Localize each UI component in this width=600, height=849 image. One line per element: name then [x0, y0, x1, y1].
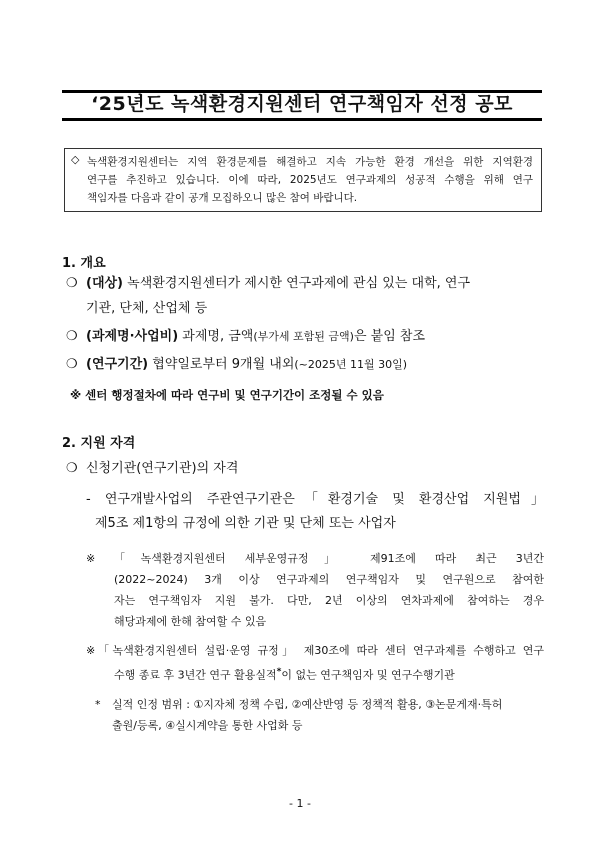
admin-note: ※ 센터 행정절차에 따라 연구비 및 연구기간이 조정될 수 있음 [70, 388, 384, 402]
page-title: ‘25년도 녹색환경지원센터 연구책임자 선정 공모 [91, 93, 513, 115]
target-label: (대상) [86, 276, 123, 291]
intro-box [64, 148, 542, 212]
intro-line-3: 책임자를 다음과 같이 공개 모집하오니 많은 참여 바랍니다. [87, 192, 358, 204]
budget-text-end: 은 붙임 참조 [353, 329, 426, 344]
circle-bullet-icon: ❍ [66, 357, 78, 372]
ref1-line-1: 「녹색환경지원센터 세부운영규정」 제91조에 따라 최근 3년간 [114, 552, 544, 565]
footnote-star: * [276, 666, 282, 677]
reference-note-1 [114, 548, 544, 632]
overview-item-period [66, 354, 407, 376]
footnote-line-2: 출원/등록, ④실시계약을 통한 사업화 등 [112, 719, 303, 732]
section-1-heading: 1. 개요 [62, 256, 106, 271]
period-label: (연구기간) [86, 357, 149, 372]
circle-bullet-icon: ❍ [66, 329, 78, 344]
reference-note-2 [98, 640, 544, 686]
page-number: - 1 - [289, 797, 311, 810]
intro-line-1: 녹색환경지원센터는 지역 환경문제를 해결하고 지속 가능한 환경 개선을 위한 지역환경 [87, 156, 533, 168]
eligibility-dash-line-1: - 연구개발사업의 주관연구기관은「환경기술 및 환경산업 지원법」 [86, 492, 544, 507]
reference-mark-2: ※ [86, 644, 96, 657]
ref1-line-4: 해당과제에 한해 참여할 수 있음 [114, 615, 267, 628]
intro-text [87, 153, 533, 207]
period-text: 협약일로부터 9개월 내외 [148, 357, 295, 372]
budget-label: (과제명·사업비) [86, 329, 179, 344]
budget-vat-note: (부가세 포함된 금액) [253, 330, 354, 343]
eligibility-item [66, 458, 238, 480]
overview-item-budget [66, 326, 425, 348]
reference-mark-1: ※ [86, 552, 96, 565]
circle-bullet-icon: ❍ [66, 276, 78, 291]
target-continuation: 기관, 단체, 산업체 등 [86, 301, 208, 316]
footnote-line-1: 실적 인정 범위 : ①지자체 정책 수립, ②예산반영 등 정책적 활용, ③논문게재·특허 [112, 698, 503, 711]
ref1-line-3: 자는 연구책임자 지원 불가. 다만, 2년 이상의 연차과제에 참여하는 경우 [114, 594, 544, 607]
ref1-line-2: (2022~2024) 3개 이상 연구과제의 연구책임자 및 연구원으로 참여한 [114, 573, 544, 586]
ref2-line-2-start: 수행 종료 후 3년간 연구 활용실적 [114, 668, 277, 682]
overview-item-target [66, 273, 544, 295]
diamond-icon: ◇ [71, 153, 80, 166]
eligibility-dash-line-2: 제5조 제1항의 규정에 의한 기관 및 단체 또는 사업자 [95, 516, 396, 531]
ref2-line-2-end: 이 없는 연구책임자 및 연구수행기관 [281, 668, 455, 682]
period-end-date: (~2025년 11월 30일) [294, 358, 408, 371]
footnote-mark: * [95, 698, 101, 711]
target-text: 녹색환경지원센터가 제시한 연구과제에 관심 있는 대학, 연구 [123, 276, 471, 291]
budget-text: 과제명, 금액 [178, 329, 254, 344]
ref2-line-2 [98, 661, 544, 686]
footnote [112, 694, 544, 736]
circle-bullet-icon: ❍ [66, 461, 78, 476]
title-block [62, 90, 542, 126]
section-2-heading: 2. 지원 자격 [62, 436, 136, 451]
intro-line-2: 연구를 추진하고 있습니다. 이에 따라, 2025년도 연구과제의 성공적 수행을 위해 연구 [87, 174, 533, 186]
ref2-line-1: 「녹색환경지원센터 설립·운영 규정」 제30조에 따라 센터 연구과제를 수행하고 연구 [98, 644, 544, 657]
eligibility-text: 신청기관(연구기관)의 자격 [86, 461, 239, 476]
